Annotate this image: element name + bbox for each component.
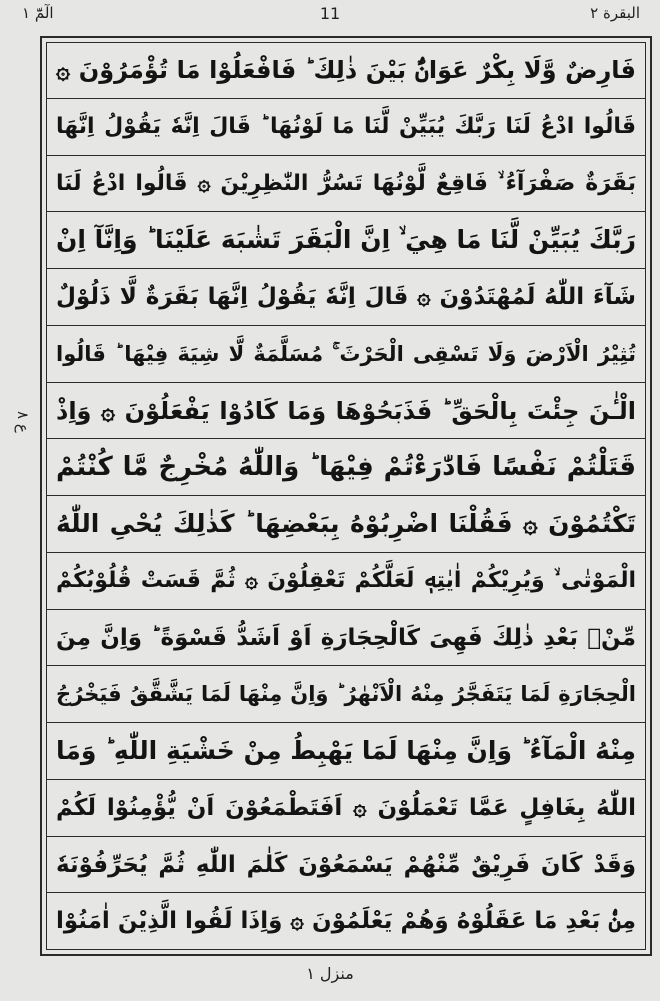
text-line: الْحِجَارَةِ لَمَا يَتَفَجَّرُ مِنْهُ الْاَنْهٰرُ ؕ وَاِنَّ مِنْهَا لَمَا يَشَّقَّقُ فَيَخْرُجُ: [46, 666, 646, 723]
page-header: [0, 0, 660, 36]
text-line: مِنْۢ بَعْدِ مَا عَقَلُوْهُ وَهُمْ يَعْلَمُوْنَ ۞ وَاِذَا لَقُوا الَّذِيْنَ اٰمَنُوْا: [56, 908, 636, 935]
text-line: تَكْتُمُوْنَ ۞ فَقُلْنَا اضْرِبُوْهُ بِبَعْضِهَا ؕ كَذٰلِكَ يُحْىِ اللّٰهُ: [46, 496, 646, 553]
page-number: 11: [319, 4, 341, 23]
text-line: وَقَدْ كَانَ فَرِيْقٌ مِّنْهُمْ يَسْمَعُوْنَ كَلٰمَ اللّٰهِ ثُمَّ يُحَرِّفُوْنَهٗ: [46, 837, 646, 894]
text-line: رَبَّكَ يُبَيِّنْ لَّنَا مَا هِيَ ۙ اِنَّ الْبَقَرَ تَشٰبَهَ عَلَيْنَا ؕ وَاِنَّآ اِنْ: [46, 212, 646, 269]
text-line: مِّنْۢ بَعْدِ ذٰلِكَ فَهِىَ كَالْحِجَارَةِ اَوْ اَشَدُّ قَسْوَةً ؕ وَاِنَّ مِنَ: [46, 610, 646, 667]
manzil-footer: منزل ۱: [306, 964, 354, 983]
text-line: قَتَلْتُمْ نَفْسًا فَادّٰرَءْتُمْ فِيْهَا ؕ وَاللّٰهُ مُخْرِجٌ مَّا كُنْتُمْ: [46, 439, 646, 496]
text-line: شَآءَ اللّٰهُ لَمُهْتَدُوْنَ ۞ قَالَ اِنَّهٗ يَقُوْلُ اِنَّهَا بَقَرَةٌ لَّا ذَلُوْلٌ: [46, 269, 646, 326]
text-line: تُثِيْرُ الْاَرْضَ وَلَا تَسْقِى الْحَرْثَ ۚ مُسَلَّمَةٌ لَّا شِيَةَ فِيْهَا ؕ قَالُوا: [46, 326, 646, 383]
text-line: الْـٰٔنَ جِئْتَ بِالْحَقِّ ؕ فَذَبَحُوْهَا وَمَا كَادُوْا يَفْعَلُوْنَ ۞ وَاِذْ: [46, 383, 646, 440]
para-name: الٓمّٓ ۱: [22, 4, 54, 22]
text-line: اللّٰهُ بِغَافِلٍ عَمَّا تَعْمَلُوْنَ ۞ اَفَتَطْمَعُوْنَ اَنْ يُّؤْمِنُوْا لَكُمْ: [46, 780, 646, 837]
text-line: مِنْهُ الْمَآءُ ؕ وَاِنَّ مِنْهَا لَمَا يَهْبِطُ مِنْ خَشْيَةِ اللّٰهِ ؕ وَمَا: [46, 723, 646, 780]
text-line: قَالُوا ادْعُ لَنَا رَبَّكَ يُبَيِّنْ لَّنَا مَا لَوْنُهَا ؕ قَالَ اِنَّهٗ يَقُوْلُ اِنَّهَا: [46, 99, 646, 156]
ruku-marker: ع ۸: [14, 411, 32, 433]
text-block: [46, 42, 646, 950]
text-line: بَقَرَةٌ صَفْرَآءُ ۙ فَاقِعٌ لَّوْنُهَا تَسُرُّ النّٰظِرِيْنَ ۞ قَالُوا ادْعُ لَنَا: [46, 156, 646, 213]
surah-name: البقرة ۲: [590, 4, 640, 22]
text-line: فَارِضٌ وَّلَا بِكْرٌ عَوَانٌۢ بَيْنَ ذٰلِكَ ؕ فَافْعَلُوْا مَا تُؤْمَرُوْنَ ۞: [46, 42, 646, 99]
text-line: الْمَوْتٰى ۙ وَيُرِيْكُمْ اٰيٰتِهٖ لَعَلَّكُمْ تَعْقِلُوْنَ ۞ ثُمَّ قَسَتْ قُلُوْبُكُمْ: [46, 553, 646, 610]
